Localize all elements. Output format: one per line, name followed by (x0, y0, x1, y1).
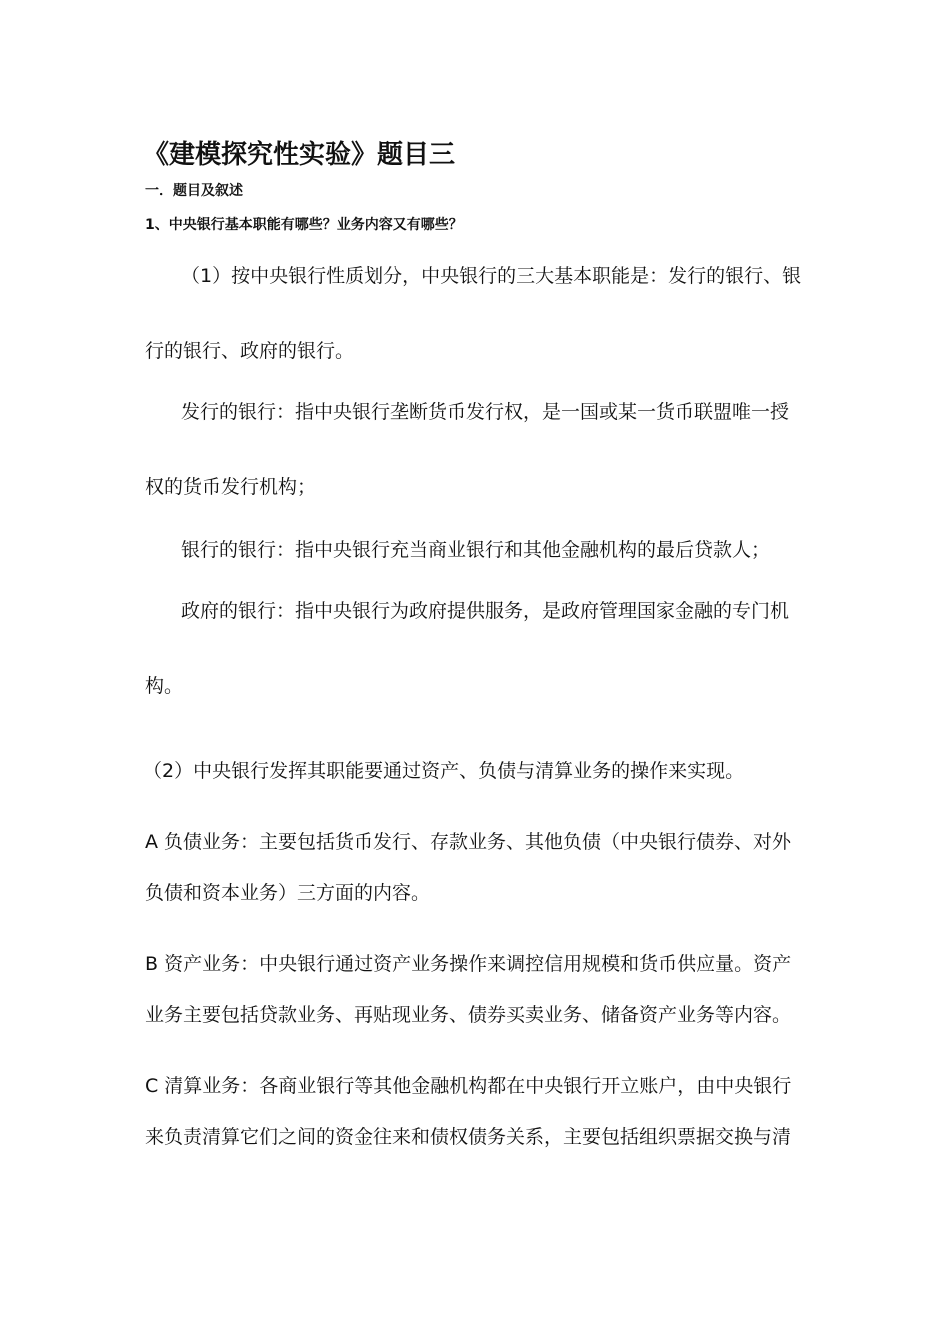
paragraph-line: 来负责清算它们之间的资金往来和债权债务关系，主要包括组织票据交换与清 (145, 1126, 792, 1148)
paragraph-line: 业务主要包括贷款业务、再贴现业务、债券买卖业务、储备资产业务等内容。 (145, 1004, 792, 1026)
paragraph-line: C 清算业务：各商业银行等其他金融机构都在中央银行开立账户，由中央银行 (145, 1075, 792, 1097)
paragraph-line: 负债和资本业务）三方面的内容。 (145, 882, 431, 904)
paragraph-line: 政府的银行：指中央银行为政府提供服务，是政府管理国家金融的专门机 (181, 600, 790, 622)
paragraph-line: 银行的银行：指中央银行充当商业银行和其他金融机构的最后贷款人； (181, 539, 771, 561)
paragraph-line: （2）中央银行发挥其职能要通过资产、负债与清算业务的操作来实现。 (143, 760, 745, 782)
paragraph-line: 构。 (145, 675, 184, 697)
paragraph-line: 行的银行、政府的银行。 (145, 340, 355, 362)
paragraph-line: 权的货币发行机构； (145, 476, 317, 498)
paragraph-line: 发行的银行：指中央银行垄断货币发行权，是一国或某一货币联盟唯一授 (181, 401, 790, 423)
question-heading: 1、中央银行基本职能有哪些？业务内容又有哪些？ (145, 217, 463, 233)
section-heading: 一．题目及叙述 (145, 183, 243, 199)
paragraph-line: B 资产业务：中央银行通过资产业务操作来调控信用规模和货币供应量。资产 (145, 953, 792, 975)
paragraph-line: （1）按中央银行性质划分，中央银行的三大基本职能是：发行的银行、银 (181, 265, 802, 287)
document-title: 《建模探究性实验》题目三 (143, 140, 456, 170)
paragraph-line: A 负债业务：主要包括货币发行、存款业务、其他负债（中央银行债券、对外 (145, 831, 792, 853)
